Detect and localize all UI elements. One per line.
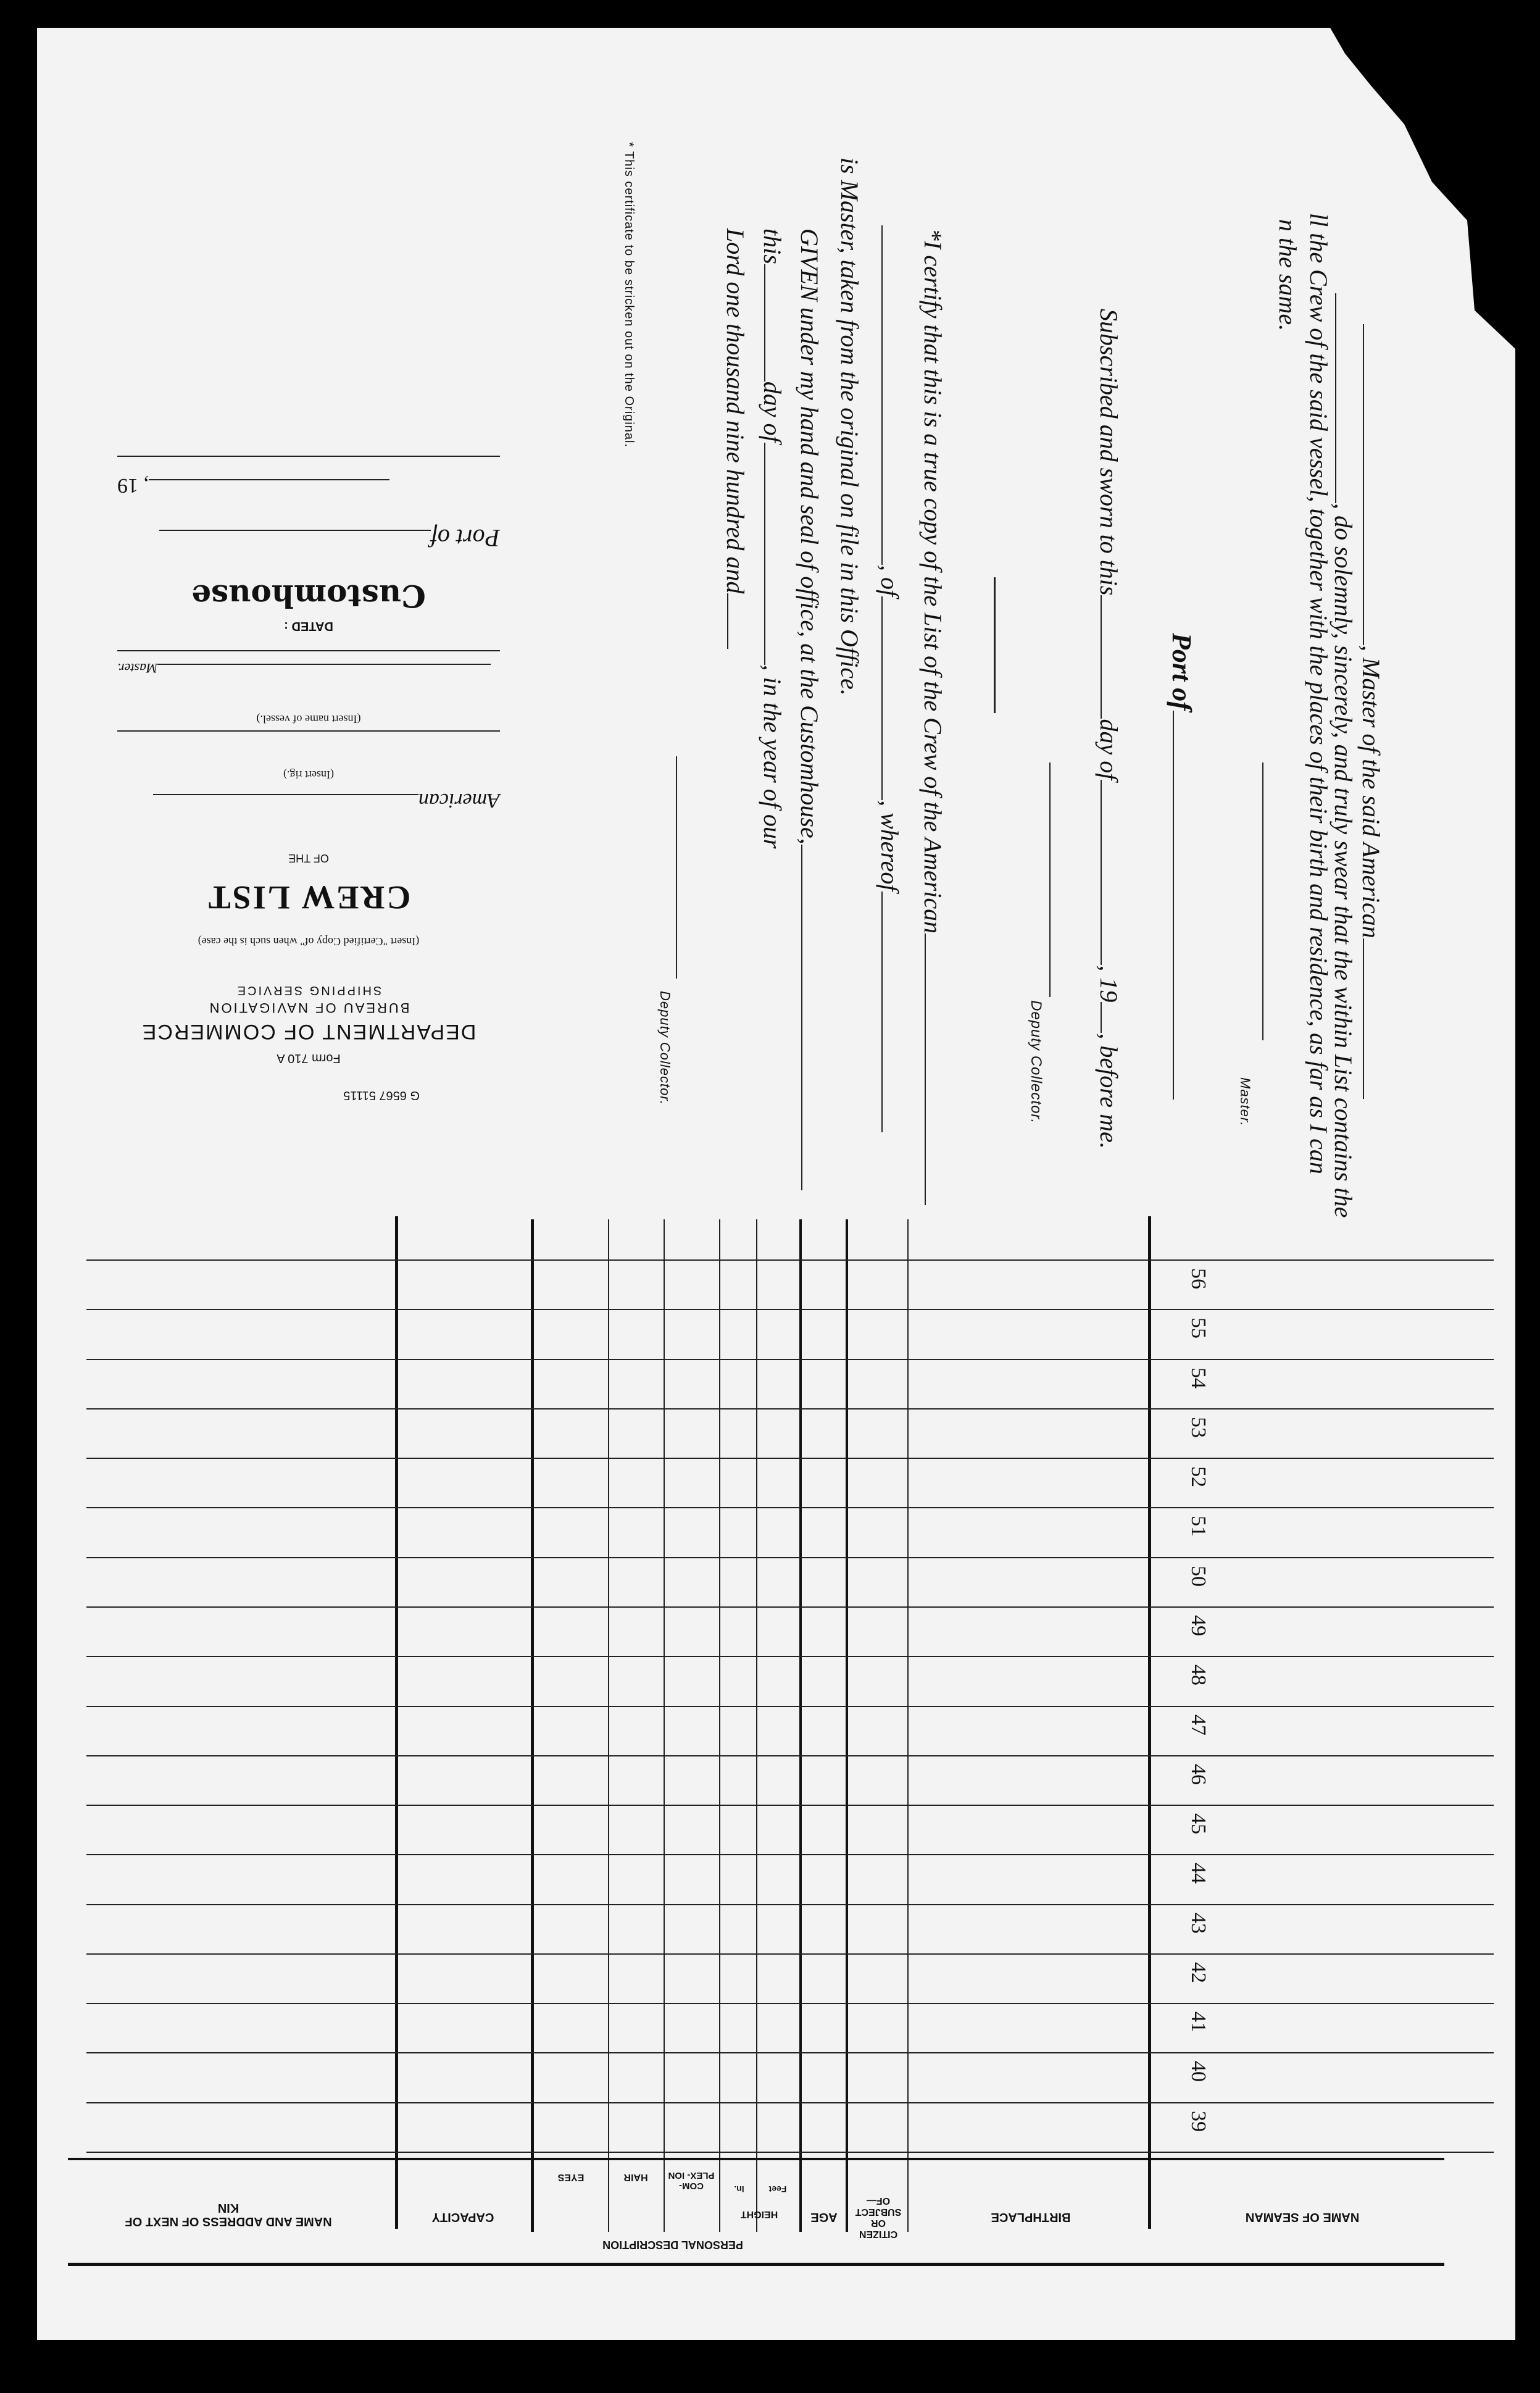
- row-number: 45: [1187, 1813, 1210, 1835]
- form-number: Form 710 A: [277, 1051, 341, 1065]
- row-line: [86, 1904, 1494, 1905]
- port-of-cover-line: Port of: [117, 524, 500, 553]
- row-line: [86, 1557, 1494, 1558]
- this-day-line: thisday of, in the year of our: [759, 228, 786, 849]
- insert-certified-note: (Insert "Certified Copy of" when such is the case): [198, 935, 420, 948]
- row-line: [86, 2152, 1494, 2153]
- certificate-footnote: * This certificate to be stricken out on the Original.: [622, 142, 636, 448]
- col-line-name: [1148, 1216, 1151, 2229]
- master-label: Master.: [1238, 1077, 1253, 1127]
- row-number: 44: [1187, 1863, 1210, 1884]
- master-line: Master.: [117, 660, 500, 676]
- header-in: In.: [734, 2184, 744, 2194]
- master-signature-line: [1262, 762, 1263, 1040]
- row-line: [86, 2003, 1494, 2004]
- year-cover-line: , 19: [117, 474, 500, 497]
- lord-line: Lord one thousand nine hundred and: [721, 228, 750, 649]
- row-number: 47: [1187, 1714, 1210, 1735]
- row-line: [86, 1854, 1494, 1855]
- oath-line-1: , Master of the said American: [1357, 324, 1386, 1099]
- row-line: [86, 1755, 1494, 1756]
- insert-name-note: (Insert name of vessel.): [256, 713, 361, 725]
- of-whereof-line: , of, whereof: [875, 225, 904, 1132]
- row-line: [86, 1408, 1494, 1409]
- row-number: 41: [1187, 2011, 1210, 2033]
- given-line: GIVEN under my hand and seal of office, at the Customhouse,: [795, 228, 824, 1190]
- row-number: 54: [1187, 1367, 1210, 1389]
- deputy-collector-label-2: Deputy Collector.: [657, 991, 673, 1105]
- col-line-in: [719, 1219, 720, 2232]
- header-top-rule: [68, 2158, 1444, 2160]
- header-eyes: EYES: [557, 2172, 585, 2182]
- header-personal-description: PERSONAL DESCRIPTION: [602, 2239, 743, 2251]
- oath-line-3: n the same.: [1274, 219, 1302, 332]
- header-citizen: CITIZEN OR SUBJECT OF—: [855, 2195, 902, 2239]
- row-line: [86, 1309, 1494, 1310]
- row-number: 46: [1187, 1763, 1210, 1785]
- col-line-feet: [756, 1219, 757, 2232]
- insert-rig-note: (Insert rig.): [283, 769, 334, 781]
- header-complexion: COM- PLEX- ION: [668, 2170, 715, 2191]
- deputy-signature-line-2: [676, 756, 677, 979]
- row-number: 50: [1187, 1565, 1210, 1587]
- row-line: [86, 1259, 1494, 1261]
- col-line-birthplace: [907, 1219, 909, 2232]
- header-age: AGE: [810, 2210, 838, 2224]
- col-line-capacity: [395, 1216, 398, 2229]
- row-number: 56: [1187, 1268, 1210, 1289]
- header-hair: HAIR: [623, 2172, 648, 2182]
- col-line-complexion: [664, 1219, 665, 2232]
- row-line: [86, 1706, 1494, 1707]
- port-of-label: Port of: [1166, 633, 1197, 1100]
- header-name-of-seaman: NAME OF SEAMAN: [1245, 2210, 1360, 2224]
- bureau-title: BUREAU OF NAVIGATION: [207, 1000, 410, 1016]
- crew-list-sheet: [37, 28, 1515, 2340]
- row-number: 42: [1187, 1961, 1210, 1983]
- deputy-collector-label: Deputy Collector.: [1028, 1000, 1044, 1124]
- col-line-eyes: [531, 1219, 534, 2232]
- deputy-signature-line: [1049, 762, 1051, 997]
- oath-line-2: ll the Crew of the said vessel, together with the places of their birth and residence, as far as I can: [1305, 213, 1333, 1174]
- cover-block: [117, 238, 500, 1102]
- row-number: 43: [1187, 1912, 1210, 1934]
- col-line-age: [799, 1219, 802, 2232]
- header-bottom-rule: [68, 2263, 1444, 2266]
- col-line-hair: [608, 1219, 609, 2232]
- divider-bar: [994, 577, 996, 713]
- is-master-line: is Master, taken from the original on file in this Office.: [836, 157, 864, 696]
- header-feet: Feet: [768, 2184, 787, 2194]
- row-line: [86, 1606, 1494, 1608]
- header-capacity: CAPACITY: [431, 2210, 494, 2224]
- torn-corner: [1330, 28, 1515, 349]
- row-line: [86, 1656, 1494, 1657]
- col-line-citizen: [846, 1219, 848, 2232]
- vessel-name-line: [117, 730, 500, 732]
- row-number: 51: [1187, 1516, 1210, 1537]
- row-number: 40: [1187, 2061, 1210, 2082]
- row-line: [86, 1953, 1494, 1955]
- header-next-of-kin: NAME AND ADDRESS OF NEXT OF KIN: [125, 2201, 332, 2228]
- dated-label: DATED :: [284, 619, 333, 633]
- row-number: 39: [1187, 2110, 1210, 2132]
- row-number: 49: [1187, 1614, 1210, 1636]
- printer-code: G 6567 51115: [343, 1088, 420, 1102]
- cover-bottom-rule: [117, 456, 500, 457]
- department-title: DEPARTMENT OF COMMERCE: [141, 1020, 477, 1043]
- row-number: 55: [1187, 1318, 1210, 1339]
- row-line: [86, 1507, 1494, 1508]
- master-rule: [117, 650, 500, 651]
- row-line: [86, 2102, 1494, 2103]
- header-birthplace: BIRTHPLACE: [991, 2210, 1071, 2224]
- row-number: 52: [1187, 1466, 1210, 1488]
- header-height: HEIGHT: [740, 2209, 778, 2220]
- row-number: 53: [1187, 1416, 1210, 1438]
- service-title: SHIPPING SERVICE: [235, 984, 382, 997]
- oath-swear-line: , do solemnly, sincerely, and truly swear that the within List contains the: [1329, 293, 1358, 1217]
- customhouse-title: Customhouse: [191, 578, 426, 614]
- row-line: [86, 1458, 1494, 1459]
- of-the-label: OF THE: [288, 852, 329, 864]
- crew-list-title: CREW LIST: [206, 879, 411, 916]
- subscribed-line: Subscribed and sworn to thisday of, 19, before me.: [1095, 309, 1123, 1149]
- row-line: [86, 1805, 1494, 1806]
- certify-line: *I certify that this is a true copy of the List of the Crew of the American: [918, 228, 947, 1205]
- row-line: [86, 2052, 1494, 2053]
- row-line: [86, 1359, 1494, 1360]
- american-line: American: [117, 788, 500, 812]
- row-number: 48: [1187, 1664, 1210, 1686]
